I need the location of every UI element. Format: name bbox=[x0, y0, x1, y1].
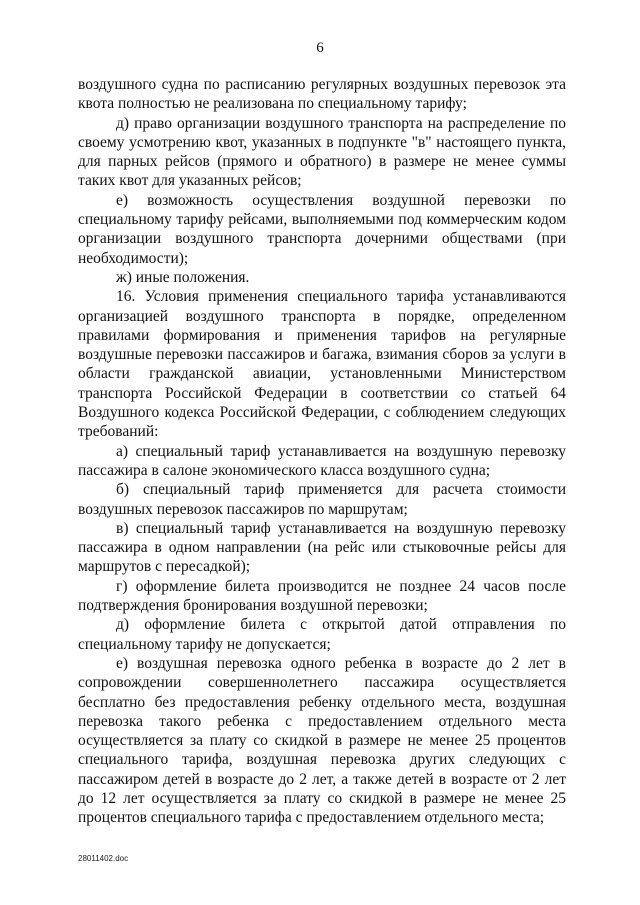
paragraph-item-e2: е) воздушная перевозка одного ребенка в возрасте до 2 лет в сопровождении совершеннолетнего пассажира осуществляется бесплатно без предоставления ребенку отдельного места, воздушная перевозка такого ребенка с предоставлением отдельного места осуществляется за плату со скидкой в размере не менее 25 процентов специального тарифа, воздушная перевозка других следующих с пассажиром детей в возрасте до 2 лет, а также детей в возрасте от 2 лет до 12 лет осуществляется за плату со скидкой в размере не менее 25 процентов специального тарифа с предоставлением отдельного места; bbox=[78, 654, 566, 827]
paragraph-item-d2: д) оформление билета с открытой датой отправления по специальному тарифу не допускается; bbox=[78, 616, 566, 653]
paragraph-item-a: а) специальный тариф устанавливается на воздушную перевозку пассажира в салоне экономического класса воздушного судна; bbox=[78, 442, 566, 479]
paragraph-item-g: г) оформление билета производится не позднее 24 часов после подтверждения бронирования воздушной перевозки; bbox=[78, 577, 566, 615]
page-number: 6 bbox=[316, 40, 324, 56]
paragraph-item-v: в) специальный тариф устанавливается на воздушную перевозку пассажира в одном направлении (на рейс или стыковочные рейсы для маршрутов с пересадкой); bbox=[78, 519, 566, 576]
paragraph-item-b: б) специальный тариф применяется для расчета стоимости воздушных перевозок пассажиров по маршрутам; bbox=[78, 481, 566, 518]
document-body bbox=[78, 75, 566, 828]
paragraph-continuation: воздушного судна по расписанию регулярных воздушных перевозок эта квота полностью не реализована по специальному тарифу; bbox=[78, 76, 566, 113]
paragraph-item-zh: ж) иные положения. bbox=[116, 268, 250, 286]
paragraph-item-e: е) возможность осуществления воздушной перевозки по специальному тарифу рейсами, выполняемыми под коммерческим кодом организации воздушного транспорта дочерними обществами (при необходимости); bbox=[78, 191, 566, 267]
paragraph-section-16: 16. Условия применения специального тарифа устанавливаются организацией воздушного транспорта в порядке, определенном правилами формирования и применения тарифов на регулярные воздушные перевозки пассажиров и багажа, взимания сборов за услуги в области гражданской авиации, установленными Министерством транспорта Российской Федерации в соответствии со статьей 64 Воздушного кодекса Российской Федерации, с соблюдением следующих требований: bbox=[78, 288, 566, 441]
paragraph-item-d: д) право организации воздушного транспорта на распределение по своему усмотрению квот, указанных в подпункте "в" настоящего пункта, для парных рейсов (прямого и обратного) в размере не менее суммы таких квот для указанных рейсов; bbox=[78, 114, 566, 190]
footer-filename: 28011402.doc bbox=[78, 854, 129, 863]
